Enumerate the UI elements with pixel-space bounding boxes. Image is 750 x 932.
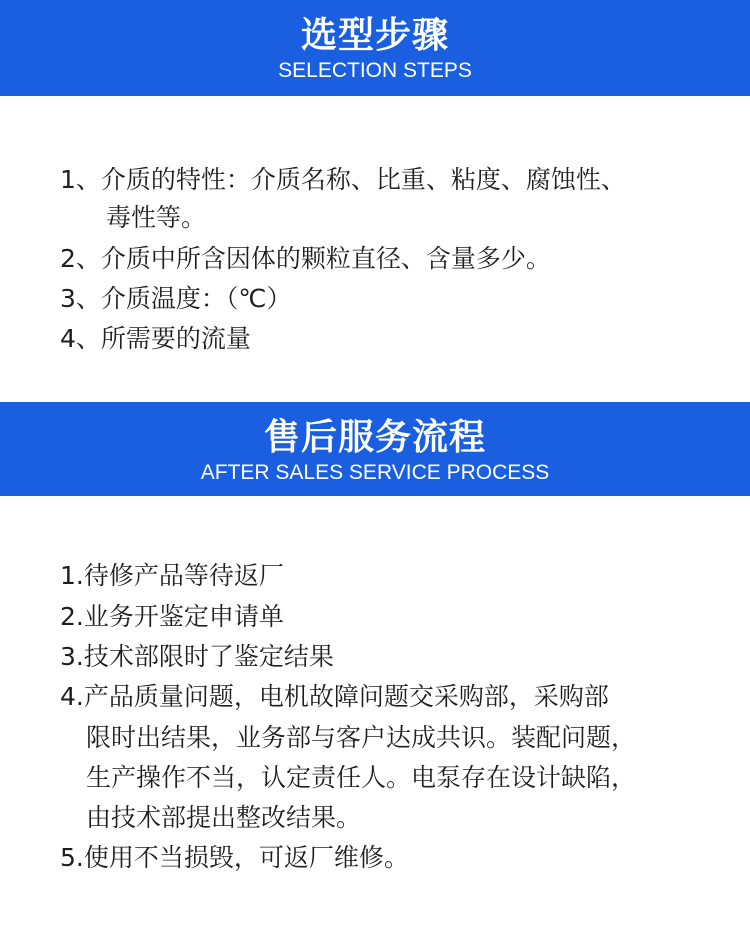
list-item: 2、介质中所含因体的颗粒直径、含量多少。 [60, 244, 551, 273]
list-item: 2.业务开鉴定申请单 [60, 602, 284, 631]
selection-steps-banner [0, 0, 750, 96]
list-item: 5.使用不当损毁，可返厂维修。 [60, 843, 409, 872]
list-item: 4、所需要的流量 [60, 324, 251, 353]
list-item: 3、介质温度：（℃） [60, 284, 292, 313]
after-sales-subtitle: AFTER SALES SERVICE PROCESS [200, 461, 550, 484]
list-item: 1、介质的特性：介质名称、比重、粘度、腐蚀性、 [60, 165, 626, 194]
selection-steps-subtitle: SELECTION STEPS [278, 59, 472, 82]
list-item: 限时出结果，业务部与客户达成共识。装配问题， [86, 723, 637, 752]
list-item: 3.技术部限时了鉴定结果 [60, 642, 334, 671]
after-sales-title: 售后服务流程 [263, 417, 486, 458]
selection-steps-title: 选型步骤 [300, 15, 449, 56]
list-item: 生产操作不当，认定责任人。电泵存在设计缺陷， [86, 763, 637, 792]
list-item: 由技术部提出整改结果。 [86, 803, 362, 832]
list-item: 毒性等。 [106, 203, 207, 232]
list-item: 1.待修产品等待返厂 [60, 561, 284, 590]
after-sales-banner [0, 402, 750, 496]
list-item: 4.产品质量问题，电机故障问题交采购部，采购部 [60, 682, 609, 711]
